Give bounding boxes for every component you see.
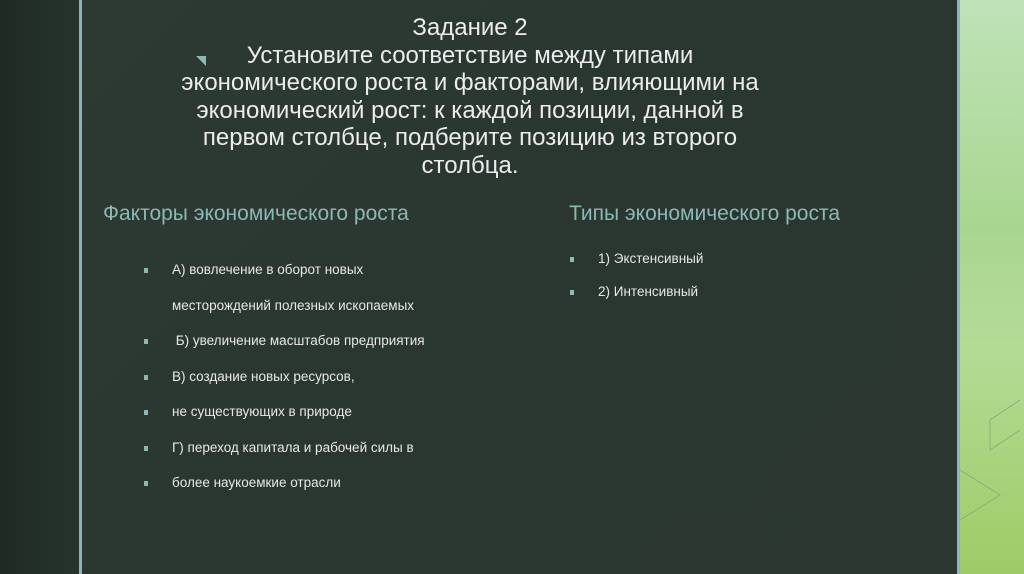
list-item: В) создание новых ресурсов,	[172, 367, 425, 403]
list-item: не существующих в природе	[172, 402, 425, 438]
slide-title	[150, 14, 790, 179]
list-item: месторождений полезных ископаемых	[172, 297, 415, 313]
list-item: более наукоемкие отрасли	[172, 473, 425, 509]
title-line: столбца.	[421, 151, 519, 179]
list-item: 1) Экстенсивный	[598, 249, 703, 282]
right-column-heading: Типы экономического роста	[569, 202, 841, 225]
title-line: Задание 2	[412, 14, 528, 41]
factors-list	[172, 260, 425, 509]
list-item: 2) Интенсивный	[598, 282, 703, 315]
chevron-decor-icon	[960, 0, 1024, 574]
right-decor-strip	[960, 0, 1024, 574]
list-item: Г) переход капитала и рабочей силы в	[172, 438, 425, 474]
list-item: А) вовлечение в оборот новых	[172, 260, 425, 296]
types-list	[598, 249, 703, 315]
left-column-heading: Факторы экономического роста	[103, 202, 409, 225]
list-item: Б) увеличение масштабов предприятия	[172, 331, 425, 367]
left-decor-strip	[0, 0, 79, 574]
title-line: экономического роста и факторами, влияющими на	[181, 69, 759, 96]
title-line: Установите соответствие между типами	[246, 41, 694, 69]
title-line: экономический рост: к каждой позиции, данной в	[196, 96, 744, 124]
title-line: первом столбце, подберите позицию из второго	[202, 124, 738, 151]
